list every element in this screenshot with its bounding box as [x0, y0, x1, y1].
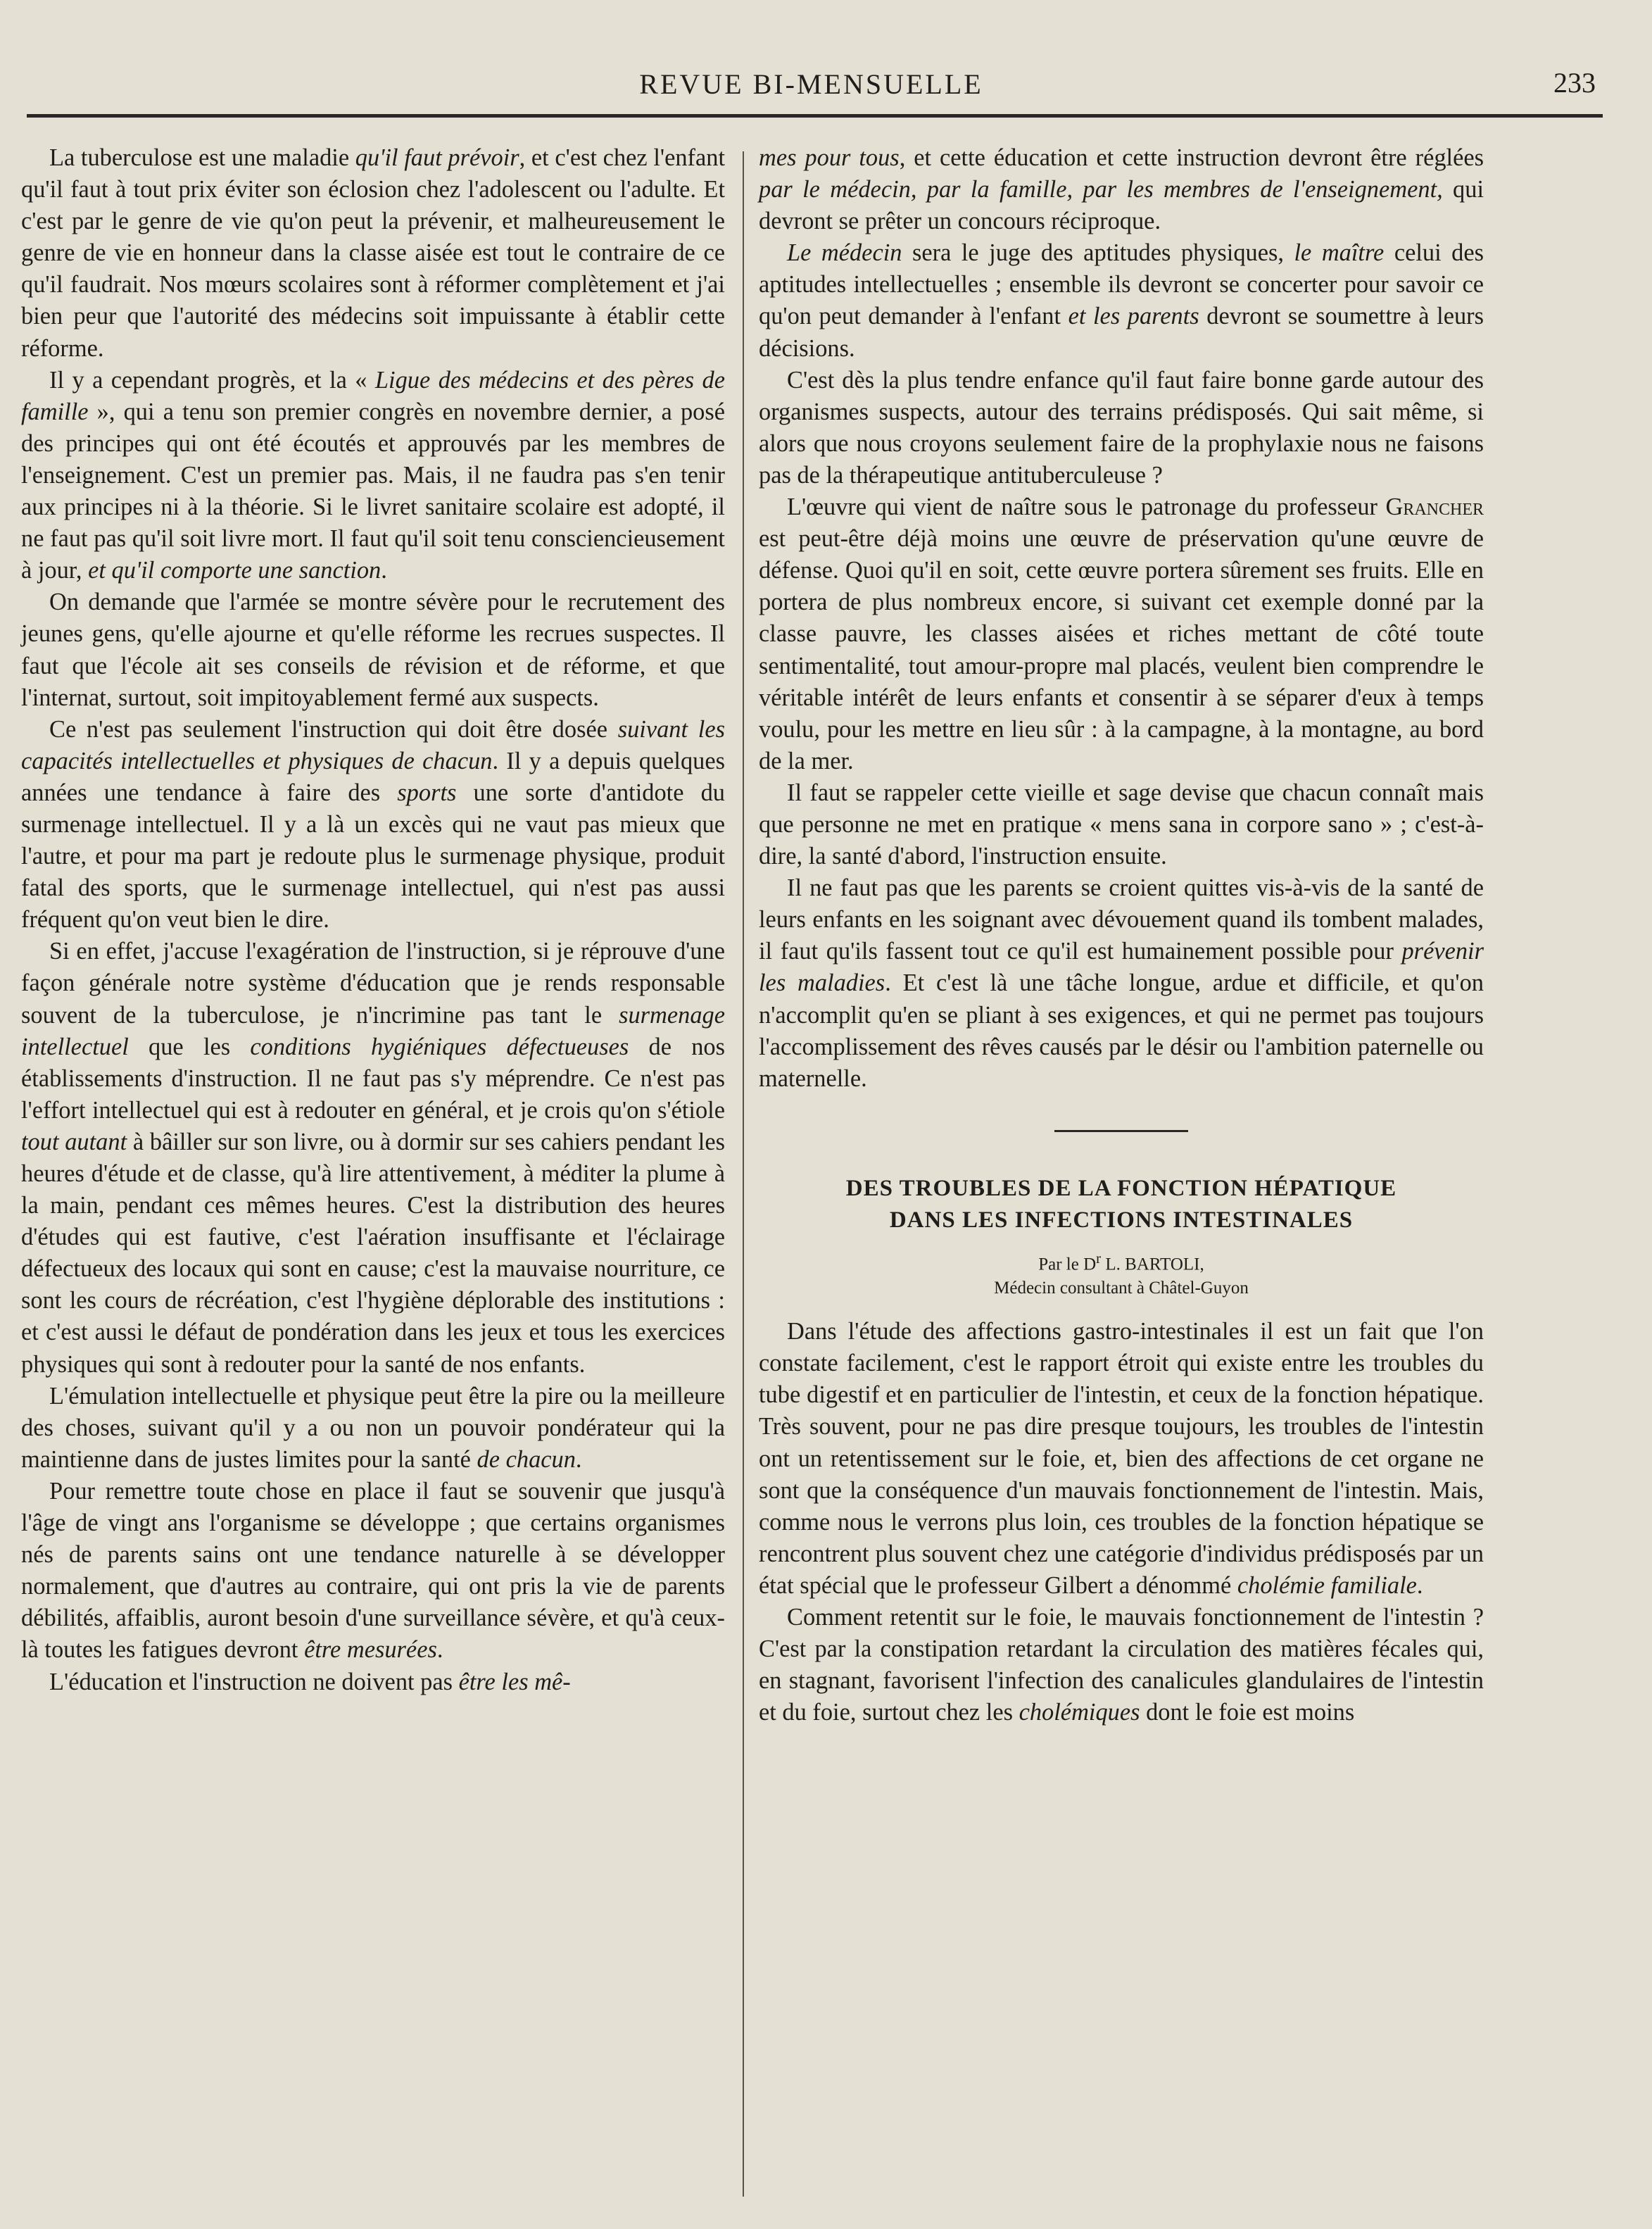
paragraph: Ce n'est pas seulement l'instruction qui doit être dosée suivant les capacités intellectuelles et physiques de chacun. Il y a depuis quelques années une tendance à faire des sports une sorte d'antidote du surmenage intellectuel. Il y a là un excès qui ne vaut pas mieux que l'autre, et pour ma part je redoute plus le surmenage physique, produit fatal des sports, que le surmenage intellectuel, qui n'est pas aussi fréquent qu'on veut bien le dire. — [21, 715, 725, 934]
paragraph: Il ne faut pas que les parents se croient quittes vis-à-vis de la santé de leurs enfants en les soignant avec dévouement quand ils tombent malades, il faut qu'ils fassent tout ce qu'il est humainement possible pour prévenir les maladies. Et c'est là une tâche longue, ardue et difficile, et qu'on n'accomplit qu'en se pliant à ses exigences, et qui ne permet pas toujours l'accomplissement des rêves causés par le désir ou l'ambition paternelle ou maternelle. — [759, 874, 1484, 1092]
paragraph: Si en effet, j'accuse l'exagération de l'instruction, si je réprouve d'une façon générale notre système d'éducation que je rends responsable souvent de la tuberculose, je n'incrimine pas tant le surmenage intellectuel que les conditions hygiéniques défectueuses de nos établissements d'instruction. Il ne faut pas s'y méprendre. Ce n'est pas l'effort intellectuel qui est à redouter en général, et je crois qu'on s'étiole tout autant à bâiller sur son livre, ou à dormir sur ses cahiers pendant les heures d'étude et de classe, qu'à lire attentivement, à méditer la plume à la main, pendant ces mêmes heures. C'est la distribution des heures d'études qui est fautive, c'est l'aération insuffisante et l'éclairage défectueux des locaux qui sont en cause; c'est la mauvaise nourriture, ce sont les cours de récréation, c'est l'hygiène déplorable des institutions : et c'est aussi le défaut de pondération dans les jeux et tous les exercices physiques qui sont à redouter pour la santé de nos enfants. — [21, 938, 726, 1378]
header-rule — [27, 114, 1603, 118]
page-number: 233 — [1553, 67, 1596, 99]
paragraph: Comment retentit sur le foie, le mauvais fonctionnement de l'intestin ? C'est par la constipation retardant la circulation des matières fécales qui, en stagnant, favorisent l'infection des canalicules glandulaires de l'intestin et du foie, surtout chez les cholémiques dont le foie est moins — [759, 1603, 1484, 1726]
paragraph: L'émulation intellectuelle et physique peut être la pire ou la meilleure des choses, suivant qu'il y a ou non un pouvoir pondérateur qui la maintienne dans de justes limites pour la santé de chacun. — [21, 1382, 725, 1473]
paragraph: Le médecin sera le juge des aptitudes physiques, le maître celui des aptitudes intellectuelles ; ensemble ils devront se concerter pour savoir ce qu'on peut demander à l'enfant et les parents devront se soumettre à leurs décisions. — [759, 239, 1484, 362]
paragraph: Il faut se rappeler cette vieille et sage devise que chacun connaît mais que personne ne met en pratique « mens sana in corpore sano » ; c'est-à-dire, la santé d'abord, l'instruction ensuite. — [759, 779, 1484, 870]
paragraph: On demande que l'armée se montre sévère pour le recrutement des jeunes gens, qu'elle ajourne et qu'elle réforme les recrues suspectes. Il faut que l'école ait ses conseils de révision et de réforme, et que l'internat, surtout, soit impitoyablement fermé aux suspects. — [21, 589, 725, 711]
article — [759, 1173, 1484, 1729]
paragraph: Dans l'étude des affections gastro-intestinales il est un fait que l'on constate facilement, c'est le rapport étroit qui existe entre les troubles du tube digestif et en particulier de l'intestin, et ceux de la fonction hépatique. Très souvent, pour ne pas dire presque toujours, les troubles de l'intestin ont un retentissement sur le foie, et, bien des affections de cet organe ne sont que la conséquence d'un mauvais fonctionnement de l'intestin. Mais, comme nous le verrons plus loin, ces troubles de la fonction hépatique se rencontrent plus souvent chez une catégorie d'individus prédisposés par un état spécial que le professeur Gilbert a dénommé cholémie familiale. — [759, 1318, 1484, 1599]
paragraph: mes pour tous, et cette éducation et cette instruction devront être réglées par le médecin, par la famille, par les membres de l'enseignement, qui devront se prêter un concours réciproque. — [759, 144, 1484, 235]
paragraph: Pour remettre toute chose en place il faut se souvenir que jusqu'à l'âge de vingt ans l'organisme se développe ; que certains organismes nés de parents sains ont une tendance naturelle à se développer normalement, que d'autres au contraire, qui ont pris la vie de parents débilités, affaiblis, auront besoin d'une surveillance sévère, et qu'à ceux-là toutes les fatigues devront être mesurées. — [21, 1477, 725, 1664]
paragraph: L'éducation et l'instruction ne doivent pas être les mê- — [49, 1668, 571, 1695]
author-affiliation: Médecin consultant à Châtel-Guyon — [994, 1279, 1249, 1298]
paragraph: La tuberculose est une maladie qu'il faut prévoir, et c'est chez l'enfant qu'il faut à tout prix éviter son éclosion chez l'adolescent ou l'adulte. Et c'est par le genre de vie qu'on peut la prévenir, et malheureusement le genre de vie en honneur dans la classe aisée est tout le contraire de ce qu'il faudrait. Nos mœurs scolaires sont à réformer complètement et j'ai bien peur que l'autorité des médecins soit impuissante à établir cette réforme. — [21, 144, 726, 362]
right-column — [759, 142, 1484, 1728]
page-header — [27, 63, 1596, 120]
paragraph: L'œuvre qui vient de naître sous le patronage du professeur Grancher est peut-être déjà moins une œuvre de préservation qu'une œuvre de défense. Quoi qu'il en soit, cette œuvre portera sûrement ses fruits. Elle en portera de plus nombreux encore, si suivant cet exemple donné par la classe pauvre, les classes aisées et riches mettant de côté toute sentimentalité, tout amour-propre mal placés, veulent bien comprendre le véritable intérêt de leurs enfants et consentir à se séparer d'eux à temps voulu, pour les mettre en lieu sûr : à la campagne, à la montagne, au bord de la mer. — [759, 494, 1484, 774]
paragraph: C'est dès la plus tendre enfance qu'il faut faire bonne garde autour des organismes suspects, autour des terrains prédisposés. Qui sait même, si alors que nous croyons seulement faire de la prophylaxie nous ne faisons pas de la thérapeutique antituberculeuse ? — [759, 366, 1484, 489]
column-divider — [743, 151, 744, 2197]
left-column — [21, 142, 725, 1698]
article-title: DES TROUBLES DE LA FONCTION HÉPATIQUE DANS LES INFECTIONS INTESTINALES — [845, 1175, 1397, 1233]
paragraph: Il y a cependant progrès, et la « Ligue des médecins et des pères de famille », qui a tenu son premier congrès en novembre dernier, a posé des principes qui ont été écoutés et approuvés par les membres de l'enseignement. C'est un premier pas. Mais, il ne faudra pas s'en tenir aux principes ni à la théorie. Si le livret sanitaire scolaire est adopté, il ne faut pas qu'il soit livre mort. Il faut qu'il soit tenu consciencieusement à jour, et qu'il comporte une sanction. — [21, 366, 726, 584]
byline: Par le $D^r$ L. BARTOLI, — [1038, 1249, 1204, 1274]
section-divider — [1054, 1130, 1188, 1132]
running-title: REVUE BI-MENSUELLE — [639, 68, 983, 100]
